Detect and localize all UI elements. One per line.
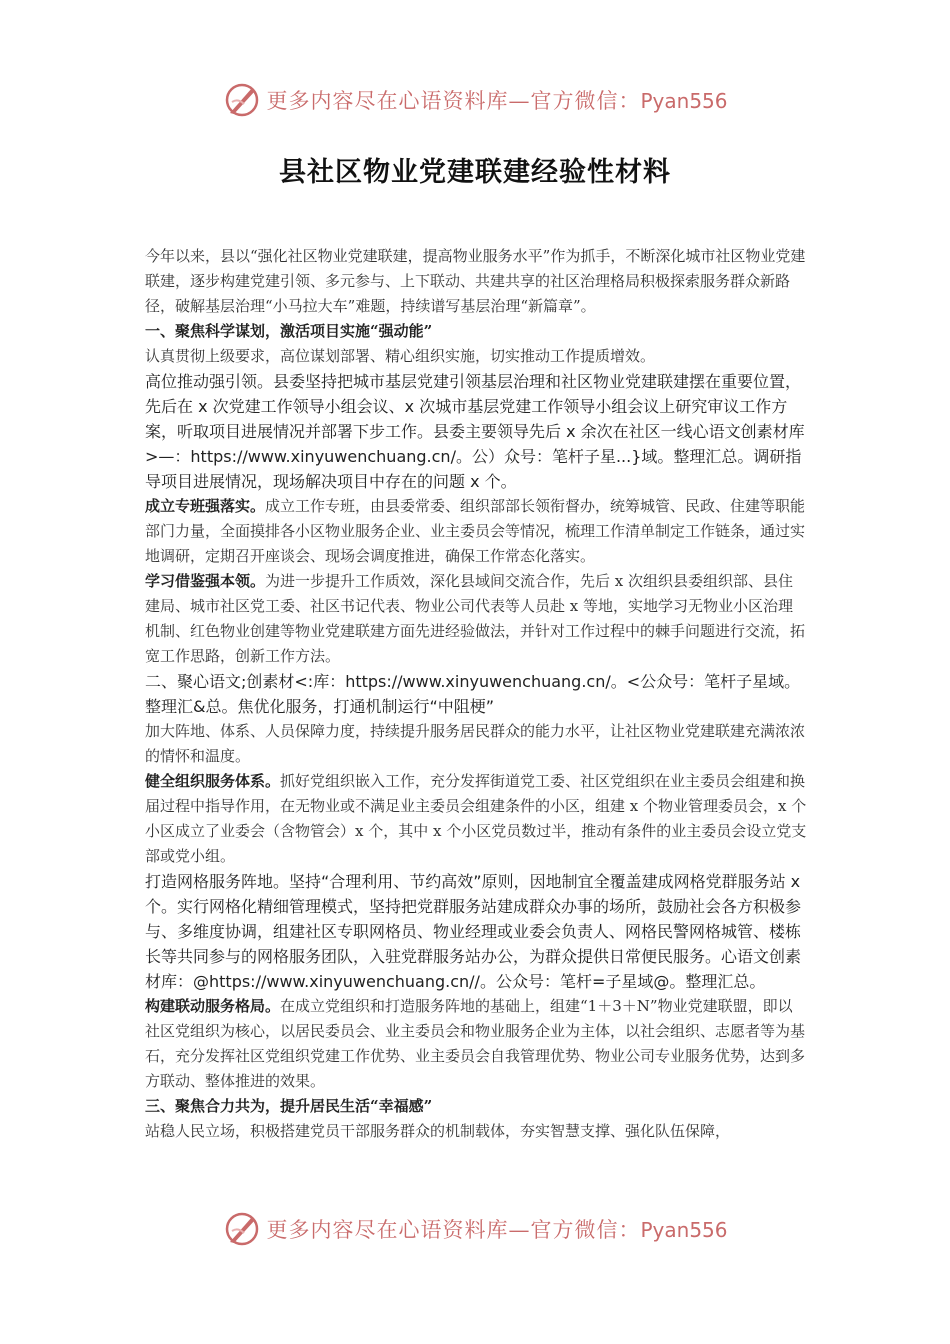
intro-paragraph: 今年以来，县以“强化社区物业党建联建，提高物业服务水平”作为抓手，不断深化城市社区物业党建联建，逐步构建党建引领、多元参与、上下联动、共建共享的社区治理格局积极探索服务群众新路径，破解基层治理“小马拉大车”难题，持续谱写基层治理“新篇章”。	[145, 247, 806, 315]
section-2-paragraph-2: 打造网格服务阵地。坚持“合理利用、节约高效”原则，因地制宜全覆盖建成网格党群服务站 x 个。实行网格化精细管理模式，坚持把党群服务站建成群众办事的场所，鼓励社会各方积极参与、多维度协调，组建社区专职网格员、物业经理或业委会负责人、网格民警网格城管、楼栋长等共同参与的网格服务团队，入驻党群服务站办公，为群众提供日常便民服务。心语文创素材库：@https://www.xinyuwenchuang.cn//。公众号：笔杆=子星域@。整理汇总。	[145, 872, 802, 991]
banner-wechat-id: Pyan556	[640, 89, 728, 113]
section-3-heading: 三、聚焦合力共为，提升居民生活“幸福感”	[145, 1097, 433, 1115]
section-1-paragraph-1: 高位推动强引领。县委坚持把城市基层党建引领基层治理和社区物业党建联建摆在重要位置，先后在 x 次党建工作领导小组会议、x 次城市基层党建工作领导小组会议上研究审议工作方案，听取项目进展情况并部署下步工作。县委主要领导先后 x 余次在社区一线心语文创素材库>—：https://www.xinyuwenchuang.cn/。公）众号：笔杆子星...}域。整理汇总。调研指导项目进展情况，现场解决项目中存在的问题 x 个。	[145, 372, 805, 491]
section-1-summary: 认真贯彻上级要求，高位谋划部署、精心组织实施，切实推动工作提质增效。	[145, 347, 656, 365]
section-3-summary: 站稳人民立场，积极搭建党员干部服务群众的机制载体，夯实智慧支撑、强化队伍保障，	[145, 1122, 731, 1140]
section-2-paragraph-1	[145, 769, 807, 869]
paragraph-lead: 学习借鉴强本领。	[145, 572, 266, 590]
brush-logo-icon	[222, 1209, 262, 1249]
section-2-heading: 二、聚心语文;创素材<:库：https://www.xinyuwenchuang.cn/。<公众号：笔杆子星域。整理汇&总。焦优化服务，打通机制运行“中阻梗”	[145, 672, 801, 716]
paragraph-body: 为进一步提升工作质效，深化县域间交流合作，先后 x 次组织县委组织部、县住建局、城市社区党工委、社区书记代表、物业公司代表等人员赴 x 等地，实地学习无物业小区治理机制、红色物业创建等物业党建联建方面先进经验做法，并针对工作过程中的棘手问题进行交流，拓宽工作思路，创新工作方法。	[145, 572, 806, 665]
section-1-paragraph-3	[145, 569, 807, 669]
header-banner	[0, 80, 950, 120]
section-1-paragraph-2	[145, 494, 807, 569]
paragraph-lead: 健全组织服务体系。	[145, 772, 281, 790]
banner-text: 更多内容尽在心语资料库—官方微信：Pyan556	[266, 1218, 728, 1242]
paragraph-body: 抓好党组织嵌入工作，充分发挥街道党工委、社区党组织在业主委员会组建和换届过程中指导作用，在无物业或不满足业主委员会组建条件的小区，组建 x 个物业管理委员会，x 个小区成立了业委会（含物管会）x 个，其中 x 个小区党员数过半，推动有条件的业主委员会设立党支部或党小组。	[145, 772, 807, 865]
footer-banner	[0, 1209, 950, 1249]
paragraph-lead: 构建联动服务格局。	[145, 997, 281, 1015]
paragraph-body: 成立工作专班，由县委常委、组织部部长领衔督办，统筹城管、民政、住建等职能部门力量，全面摸排各小区物业服务企业、业主委员会等情况，梳理工作清单制定工作链条，通过实地调研，定期召开座谈会、现场会调度推进，确保工作常态化落实。	[145, 497, 806, 565]
section-1-heading: 一、聚焦科学谋划，激活项目实施“强动能”	[145, 322, 433, 340]
paragraph-body: 在成立党组织和打造服务阵地的基础上，组建“1＋3＋N”物业党建联盟，即以社区党组织为核心，以居民委员会、业主委员会和物业服务企业为主体，以社会组织、志愿者等为基石，充分发挥社区党组织党建工作优势、业主委员会自我管理优势、物业公司专业服务优势，达到多方联动、整体推进的效果。	[145, 997, 806, 1090]
brush-logo-icon	[222, 80, 262, 120]
section-2-paragraph-3	[145, 994, 807, 1094]
banner-text: 更多内容尽在心语资料库—官方微信：Pyan556	[266, 89, 728, 113]
section-2-summary: 加大阵地、体系、人员保障力度，持续提升服务居民群众的能力水平，让社区物业党建联建充满浓浓的情怀和温度。	[145, 722, 806, 765]
paragraph-lead: 成立专班强落实。	[145, 497, 266, 515]
banner-wechat-id: Pyan556	[640, 1218, 728, 1242]
document-body	[145, 244, 807, 1144]
document-title: 县社区物业党建联建经验性材料	[279, 157, 671, 188]
